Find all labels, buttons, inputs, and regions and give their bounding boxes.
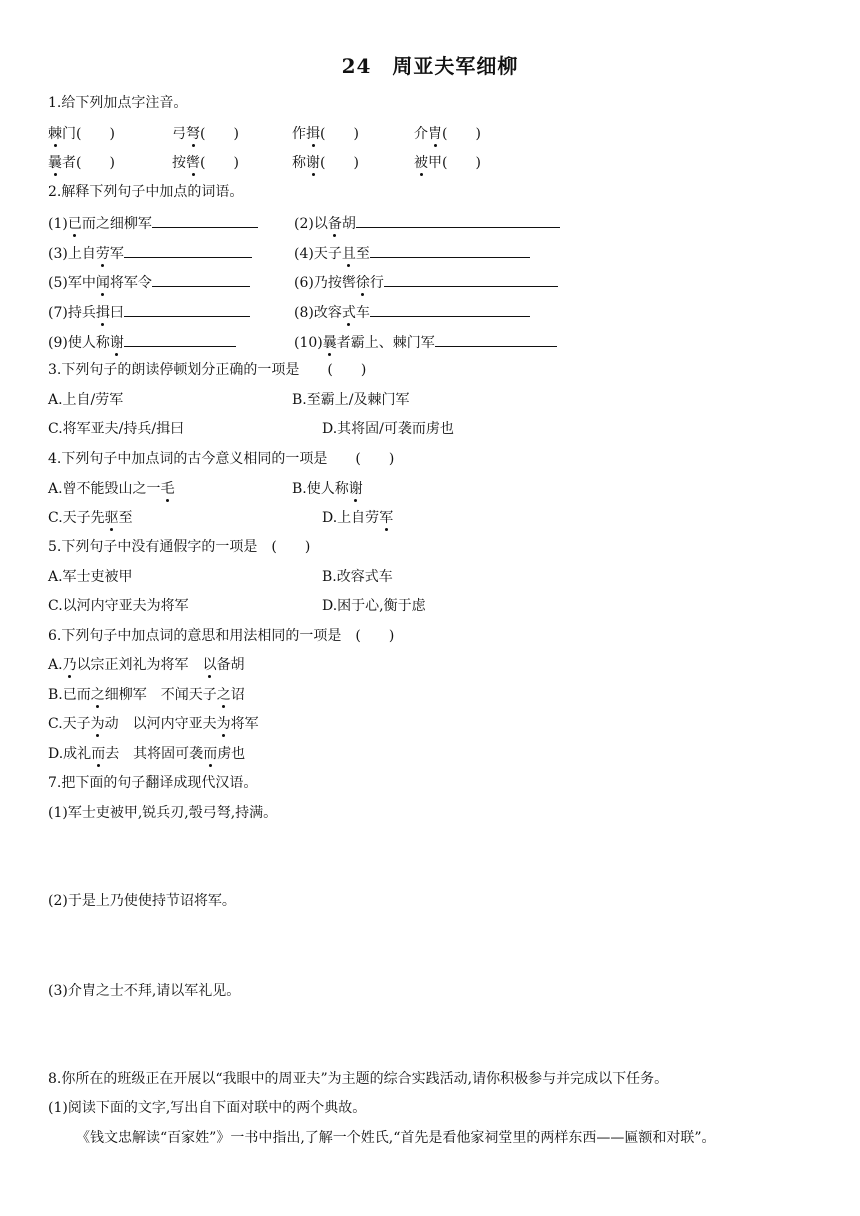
q1-item-3: 作揖( ) bbox=[292, 126, 359, 142]
answer-line[interactable] bbox=[124, 332, 236, 347]
q6-option-a: A.乃以宗正刘礼为将军 以备胡 bbox=[48, 657, 245, 673]
q1-stem: 1.给下列加点字注音。 bbox=[48, 95, 188, 111]
q6-option-c: C.天子为动 以河内守亚夫为将军 bbox=[48, 716, 259, 732]
q1-item-2: 弓弩( ) bbox=[172, 126, 239, 142]
q2-item-3: (3)上自劳军 bbox=[48, 243, 252, 263]
q4-stem: 4.下列句子中加点词的古今意义相同的一项是 ( ) bbox=[48, 451, 395, 467]
q3-option-b: B.至霸上/及棘门军 bbox=[292, 392, 410, 408]
answer-line[interactable] bbox=[370, 302, 530, 317]
q2-item-10: (10)曩者霸上、棘门军 bbox=[294, 332, 557, 352]
q6-option-d: D.成礼而去 其将固可袭而虏也 bbox=[48, 746, 246, 762]
q3-stem: 3.下列句子的朗读停顿划分正确的一项是 ( ) bbox=[48, 362, 367, 378]
answer-line[interactable] bbox=[384, 272, 558, 287]
q7-sentence-2: (2)于是上乃使使持节诏将军。 bbox=[48, 893, 236, 909]
q1-item-6: 按辔( ) bbox=[172, 155, 239, 171]
q1-item-8: 被甲( ) bbox=[414, 155, 481, 171]
q4-option-c: C.天子先驱至 bbox=[48, 510, 133, 526]
q2-item-1: (1)已而之细柳军 bbox=[48, 213, 258, 233]
q7-sentence-3: (3)介胄之士不拜,请以军礼见。 bbox=[48, 983, 241, 999]
q1-item-7: 称谢( ) bbox=[292, 155, 359, 171]
q5-option-b: B.改容式车 bbox=[322, 569, 393, 585]
answer-line[interactable] bbox=[152, 213, 258, 228]
q4-option-b: B.使人称谢 bbox=[292, 481, 363, 497]
q3-option-a: A.上自/劳军 bbox=[48, 392, 124, 408]
q6-stem: 6.下列句子中加点词的意思和用法相同的一项是 ( ) bbox=[48, 628, 395, 644]
answer-line[interactable] bbox=[356, 213, 560, 228]
q1-item-4: 介胄( ) bbox=[414, 126, 481, 142]
answer-line[interactable] bbox=[370, 243, 530, 258]
answer-line[interactable] bbox=[152, 272, 250, 287]
q5-option-a: A.军士吏被甲 bbox=[48, 569, 133, 585]
q8-stem: 8.你所在的班级正在开展以“我眼中的周亚夫”为主题的综合实践活动,请你积极参与并完成以下任务。 bbox=[48, 1071, 669, 1087]
q5-option-d: D.困于心,衡于虑 bbox=[322, 598, 426, 614]
q6-option-b: B.已而之细柳军 不闻天子之诏 bbox=[48, 687, 245, 703]
q4-option-a: A.曾不能毁山之一毛 bbox=[48, 481, 175, 497]
q7-stem: 7.把下面的句子翻译成现代汉语。 bbox=[48, 775, 258, 791]
q2-item-8: (8)改容式车 bbox=[294, 302, 530, 322]
q2-item-2: (2)以备胡 bbox=[294, 213, 560, 233]
q1-item-5: 曩者( ) bbox=[48, 155, 115, 171]
q7-answer-space-1[interactable] bbox=[48, 826, 808, 886]
q2-item-5: (5)军中闻将军令 bbox=[48, 272, 250, 292]
q7-answer-space-3[interactable] bbox=[48, 1004, 808, 1064]
q1-item-1: 棘门( ) bbox=[48, 126, 115, 142]
q7-sentence-1: (1)军士吏被甲,锐兵刃,彀弓弩,持满。 bbox=[48, 805, 278, 821]
q2-item-7: (7)持兵揖曰 bbox=[48, 302, 250, 322]
q5-stem: 5.下列句子中没有通假字的一项是 ( ) bbox=[48, 539, 311, 555]
answer-line[interactable] bbox=[435, 332, 557, 347]
q2-stem: 2.解释下列句子中加点的词语。 bbox=[48, 184, 244, 200]
q5-option-c: C.以河内守亚夫为将军 bbox=[48, 598, 189, 614]
q2-item-4: (4)天子且至 bbox=[294, 243, 530, 263]
answer-line[interactable] bbox=[124, 302, 250, 317]
answer-line[interactable] bbox=[124, 243, 252, 258]
q4-option-d: D.上自劳军 bbox=[322, 510, 394, 526]
q8-subquestion-1: (1)阅读下面的文字,写出自下面对联中的两个典故。 bbox=[48, 1100, 367, 1116]
q7-answer-space-2[interactable] bbox=[48, 914, 808, 978]
q8-paragraph: 《钱文忠解读“百家姓”》一书中指出,了解一个姓氏,“首先是看他家祠堂里的两样东西——匾额和对联”。 bbox=[76, 1130, 716, 1146]
q3-option-c: C.将军亚夫/持兵/揖曰 bbox=[48, 421, 185, 437]
q3-option-d: D.其将固/可袭而虏也 bbox=[322, 421, 454, 437]
q2-item-9: (9)使人称谢 bbox=[48, 332, 236, 352]
page-title: 24 周亚夫军细柳 bbox=[341, 54, 519, 78]
q2-item-6: (6)乃按辔徐行 bbox=[294, 272, 558, 292]
